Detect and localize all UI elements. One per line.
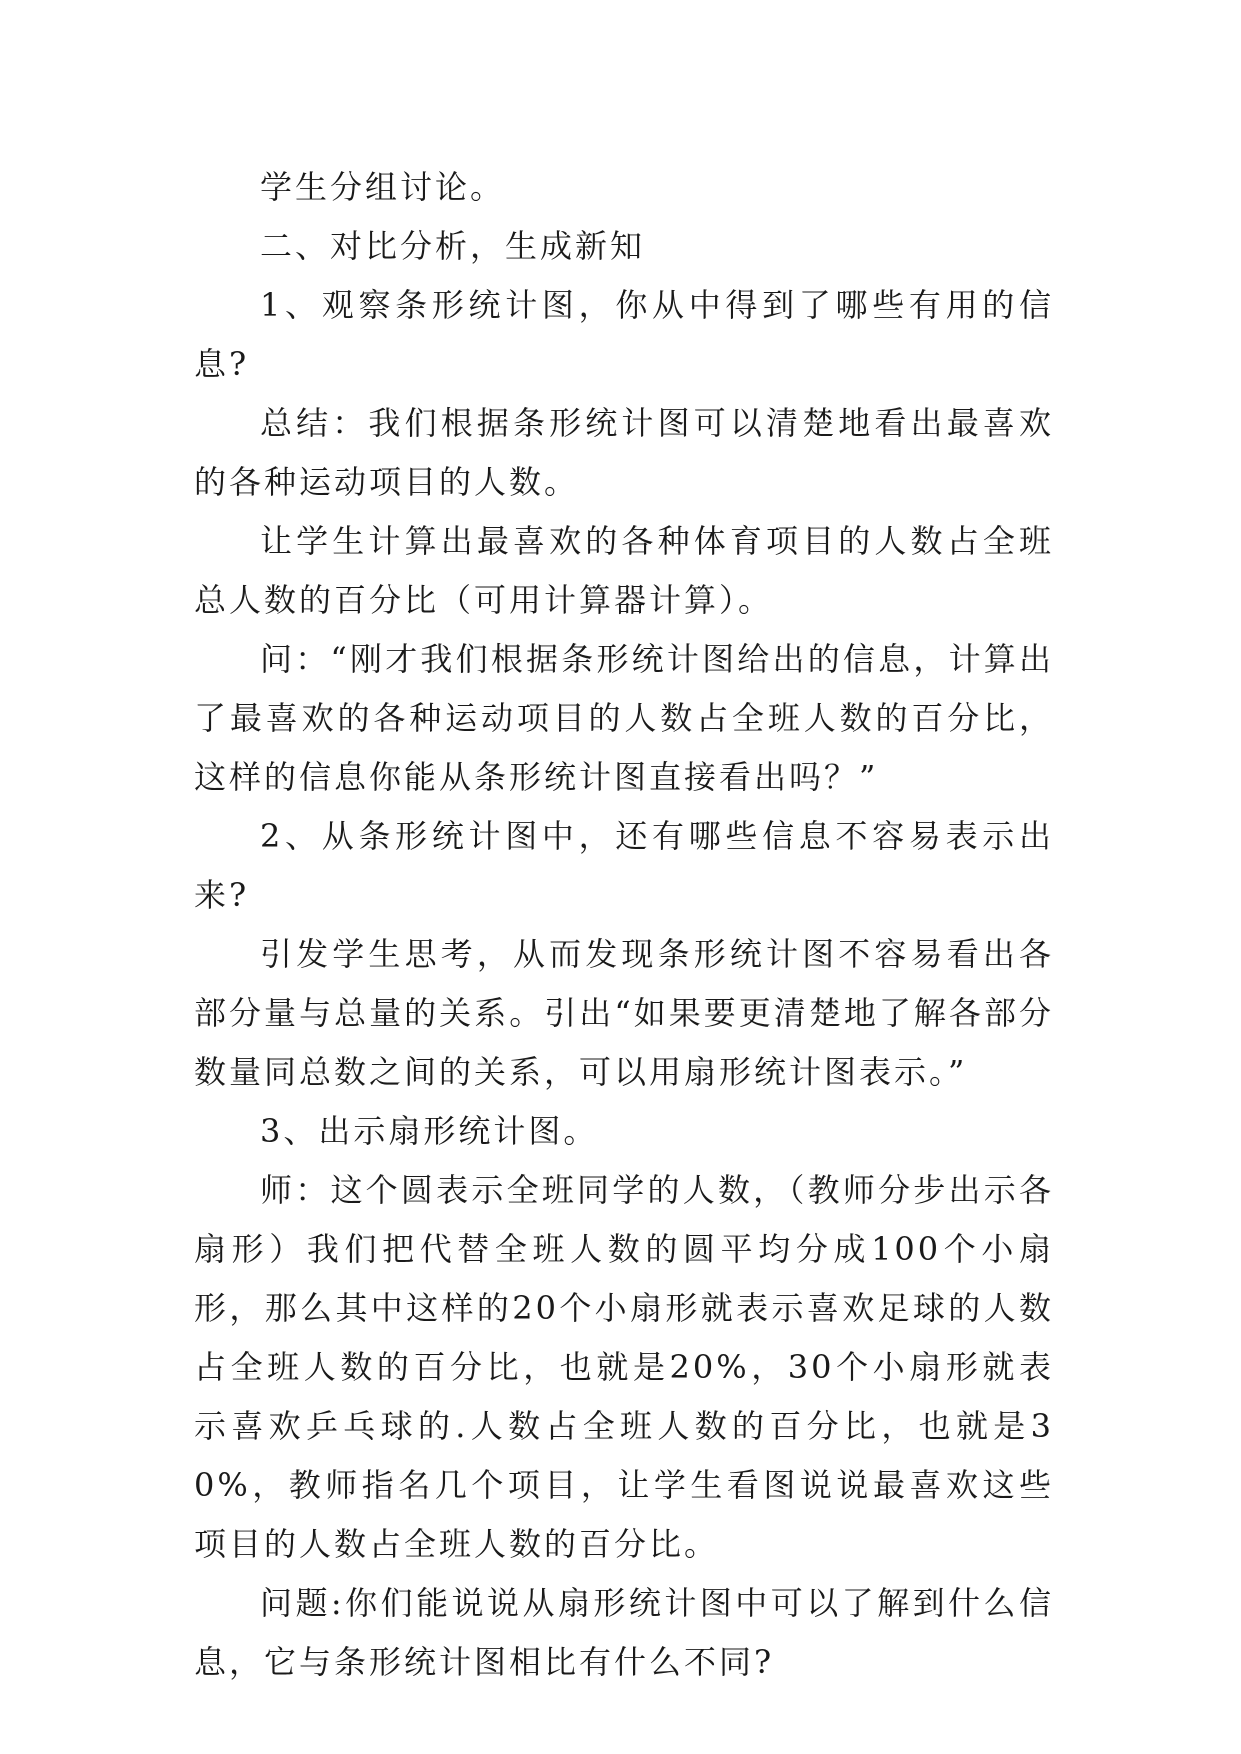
paragraph: 问题:你们能说说从扇形统计图中可以了解到什么信息，它与条形统计图相比有什么不同? [194, 1584, 1054, 1681]
paragraph: 总结：我们根据条形统计图可以清楚地看出最喜欢的各种运动项目的人数。 [194, 404, 1054, 501]
paragraph: 问：“刚才我们根据条形统计图给出的信息，计算出了最喜欢的各种运动项目的人数占全班人数的百分比，这样的信息你能从条形统计图直接看出吗？” [194, 640, 1054, 796]
paragraph: 1、观察条形统计图，你从中得到了哪些有用的信息? [194, 286, 1054, 383]
paragraph: 学生分组讨论。 [260, 168, 506, 206]
paragraph: 引发学生思考，从而发现条形统计图不容易看出各部分量与总量的关系。引出“如果要更清楚地了解各部分数量同总数之间的关系，可以用扇形统计图表示。” [194, 935, 1054, 1091]
paragraph: 3、出示扇形统计图。 [260, 1112, 599, 1150]
paragraph: 让学生计算出最喜欢的各种体育项目的人数占全班总人数的百分比（可用计算器计算）。 [194, 522, 1054, 619]
paragraph: 师：这个圆表示全班同学的人数，（教师分步出示各扇形）我们把代替全班人数的圆平均分成100个小扇形，那么其中这样的20个小扇形就表示喜欢足球的人数占全班人数的百分比，也就是20%，30个小扇形就表示喜欢乒乓球的.人数占全班人数的百分比，也就是30%，教师指名几个项目，让学生看图说说最喜欢这些项目的人数占全班人数的百分比。 [194, 1171, 1054, 1563]
paragraph: 2、从条形统计图中，还有哪些信息不容易表示出来? [194, 817, 1054, 914]
section-heading: 二、对比分析，生成新知 [260, 227, 646, 265]
document-body [194, 158, 1054, 1692]
